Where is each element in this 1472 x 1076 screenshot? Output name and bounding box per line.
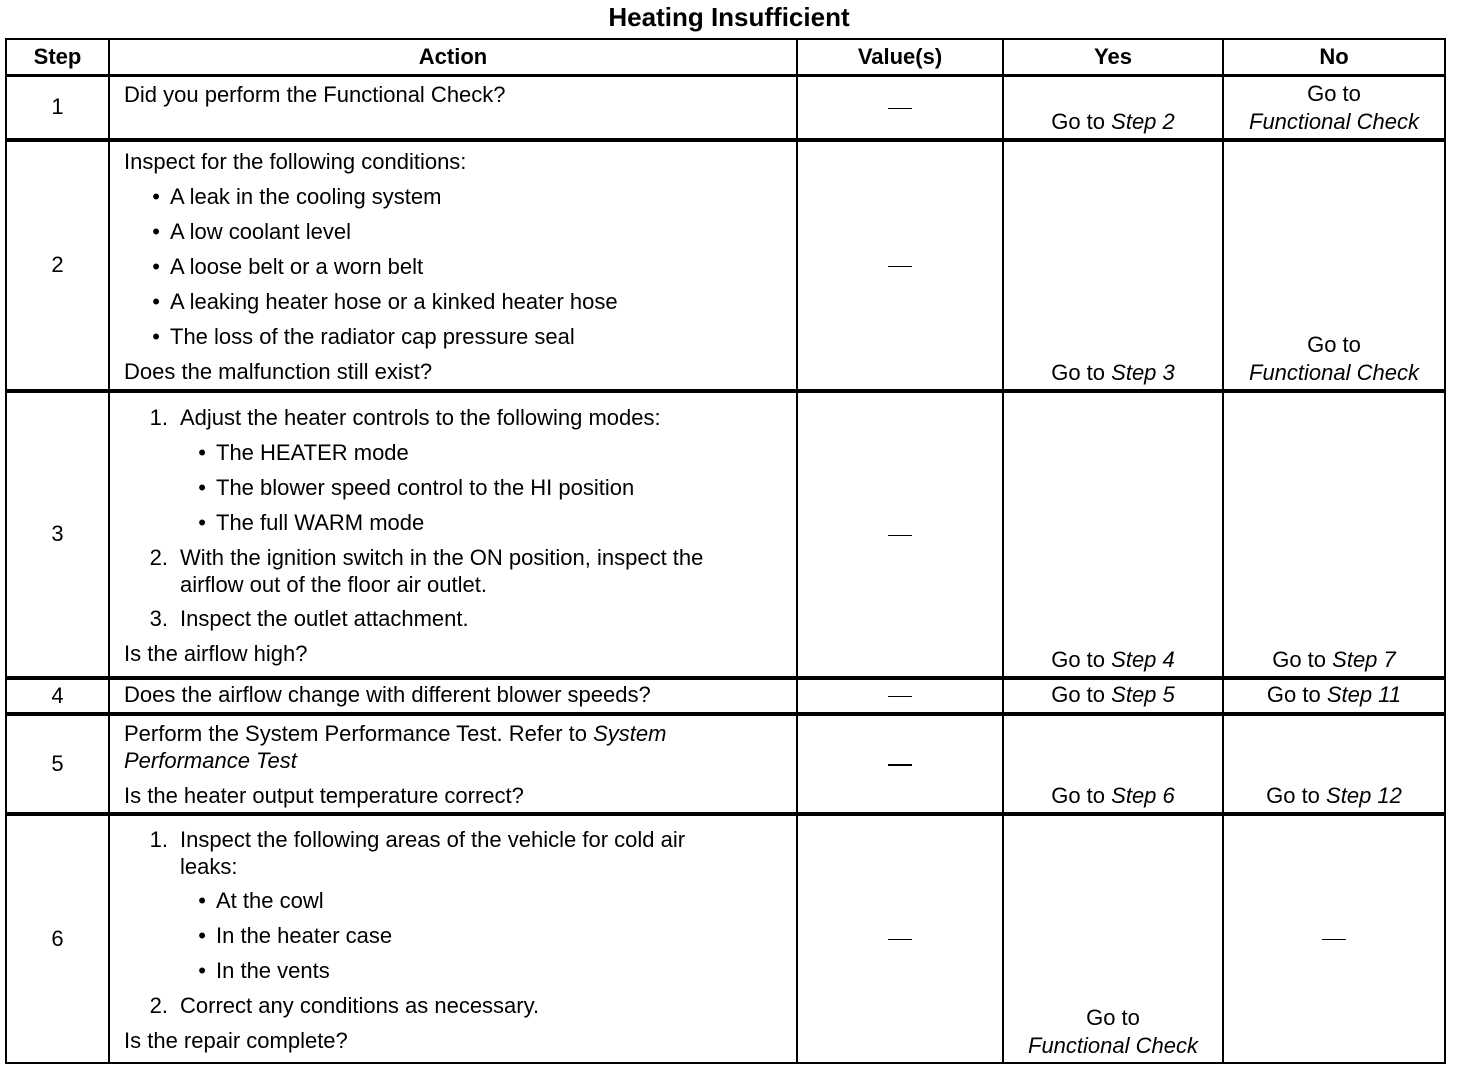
- header-values: Value(s): [797, 39, 1003, 76]
- numbered-item: Adjust the heater controls to the following modes:: [180, 404, 661, 430]
- go-to-label: Go to: [1051, 108, 1106, 134]
- bullet-item: The full WARM mode: [216, 509, 425, 535]
- value-dash: [797, 140, 1003, 391]
- no-cell: [1223, 391, 1445, 678]
- yes-cell: [1003, 76, 1223, 140]
- bullet-item: In the heater case: [216, 922, 393, 948]
- question: Is the airflow high?: [124, 640, 308, 666]
- item-number: 1.: [149, 404, 168, 430]
- bullet-item: The HEATER mode: [216, 439, 409, 465]
- bullet-item: The loss of the radiator cap pressure seal: [170, 323, 575, 349]
- bullet-item: A leaking heater hose or a kinked heater hose: [170, 288, 618, 314]
- yes-cell: [1003, 140, 1223, 391]
- bullet-item: The blower speed control to the HI position: [216, 474, 635, 500]
- go-to-label: Go to: [1307, 331, 1361, 357]
- yes-cell: [1003, 814, 1223, 1063]
- header-row: [6, 39, 1445, 76]
- go-to-label: Go to: [1307, 80, 1361, 106]
- step-number: 2: [6, 140, 109, 391]
- action-text: [109, 814, 797, 1063]
- step-number: 6: [6, 814, 109, 1063]
- item-number: 1.: [149, 826, 168, 852]
- item-number: 2.: [149, 544, 168, 570]
- action-text: [109, 76, 797, 140]
- header-yes: Yes: [1003, 39, 1223, 76]
- action-sentence: Perform the System Performance Test. Refer to: [124, 720, 587, 746]
- action-text: Does the airflow change with different blower speeds?: [109, 678, 797, 714]
- bullet-icon: •: [152, 253, 160, 279]
- go-to-label: Go to: [1272, 646, 1327, 672]
- bullet-item: A leak in the cooling system: [170, 183, 442, 209]
- yes-link[interactable]: Step 3: [1111, 359, 1175, 385]
- bullet-icon: •: [152, 288, 160, 314]
- bullet-icon: •: [198, 922, 206, 948]
- numbered-item: Inspect the outlet attachment.: [180, 605, 469, 631]
- item-number: 2.: [149, 992, 168, 1018]
- no-link[interactable]: Functional Check: [1249, 359, 1419, 385]
- bullet-icon: •: [152, 218, 160, 244]
- step-number: 1: [6, 76, 109, 140]
- go-to-label: Go to: [1051, 782, 1106, 808]
- bullet-item: At the cowl: [216, 887, 324, 913]
- question: Does the malfunction still exist?: [124, 358, 433, 384]
- header-action: Action: [109, 39, 797, 76]
- go-to-label: Go to: [1086, 1004, 1140, 1030]
- bullet-icon: •: [152, 183, 160, 209]
- value-dash: [797, 391, 1003, 678]
- no-link[interactable]: Step 7: [1332, 646, 1396, 672]
- no-cell: [1223, 678, 1445, 714]
- table-row: [6, 76, 1445, 140]
- bullet-icon: •: [198, 957, 206, 983]
- question: Is the heater output temperature correct?: [124, 782, 524, 808]
- no-link[interactable]: Functional Check: [1249, 108, 1419, 134]
- no-cell: [1223, 76, 1445, 140]
- table-row: [6, 814, 1445, 1063]
- bullet-icon: •: [152, 323, 160, 349]
- bullet-icon: •: [198, 439, 206, 465]
- bullet-icon: •: [198, 887, 206, 913]
- numbered-item: With the ignition switch in the ON position, inspect the airflow out of the floor air outlet.: [180, 544, 704, 597]
- no-cell: [1223, 140, 1445, 391]
- bullet-icon: •: [198, 509, 206, 535]
- bullet-item: A low coolant level: [170, 218, 351, 244]
- go-to-label: Go to: [1266, 782, 1320, 808]
- go-to-label: Go to: [1051, 681, 1106, 707]
- value-dash: [797, 714, 1003, 814]
- page-title: Heating Insufficient: [608, 2, 850, 32]
- go-to-label: Go to: [1266, 681, 1321, 707]
- bullet-item: In the vents: [216, 957, 330, 983]
- table-row: [6, 678, 1445, 714]
- yes-cell: [1003, 714, 1223, 814]
- bullet-item: A loose belt or a worn belt: [170, 253, 424, 279]
- yes-cell: [1003, 391, 1223, 678]
- step-number: 5: [6, 714, 109, 814]
- diagnostic-table: [5, 38, 1446, 1064]
- bullet-icon: •: [198, 474, 206, 500]
- table-row: [6, 140, 1445, 391]
- value-dash: [797, 678, 1003, 714]
- go-to-label: Go to: [1051, 359, 1106, 385]
- action-text: [109, 714, 797, 814]
- numbered-item: Correct any conditions as necessary.: [180, 992, 540, 1018]
- no-link[interactable]: Step 11: [1326, 681, 1402, 707]
- yes-link[interactable]: Step 6: [1111, 782, 1175, 808]
- no-cell: [1223, 714, 1445, 814]
- yes-link[interactable]: Step 4: [1111, 646, 1175, 672]
- yes-link[interactable]: Step 2: [1111, 108, 1175, 134]
- action-text: [109, 391, 797, 678]
- question: Is the repair complete?: [124, 1027, 348, 1053]
- numbered-item: Inspect the following areas of the vehicle for cold air leaks:: [180, 826, 686, 879]
- intro: Inspect for the following conditions:: [124, 148, 467, 174]
- question: Did you perform the Functional Check?: [124, 82, 506, 107]
- header-step: Step: [6, 39, 109, 76]
- table-row: [6, 391, 1445, 678]
- yes-link[interactable]: Step 5: [1111, 681, 1175, 707]
- reference-link[interactable]: System Performance Test: [124, 720, 667, 773]
- header-no: No: [1223, 39, 1445, 76]
- table-row: [6, 714, 1445, 814]
- step-number: 4: [6, 678, 109, 714]
- yes-link[interactable]: Functional Check: [1028, 1032, 1198, 1058]
- go-to-label: Go to: [1051, 646, 1106, 672]
- value-dash: [797, 814, 1003, 1063]
- step-number: 3: [6, 391, 109, 678]
- value-dash: [797, 76, 1003, 140]
- no-dash: [1223, 814, 1445, 1063]
- no-link[interactable]: Step 12: [1326, 782, 1402, 808]
- action-text: [109, 140, 797, 391]
- yes-cell: [1003, 678, 1223, 714]
- item-number: 3.: [149, 605, 168, 631]
